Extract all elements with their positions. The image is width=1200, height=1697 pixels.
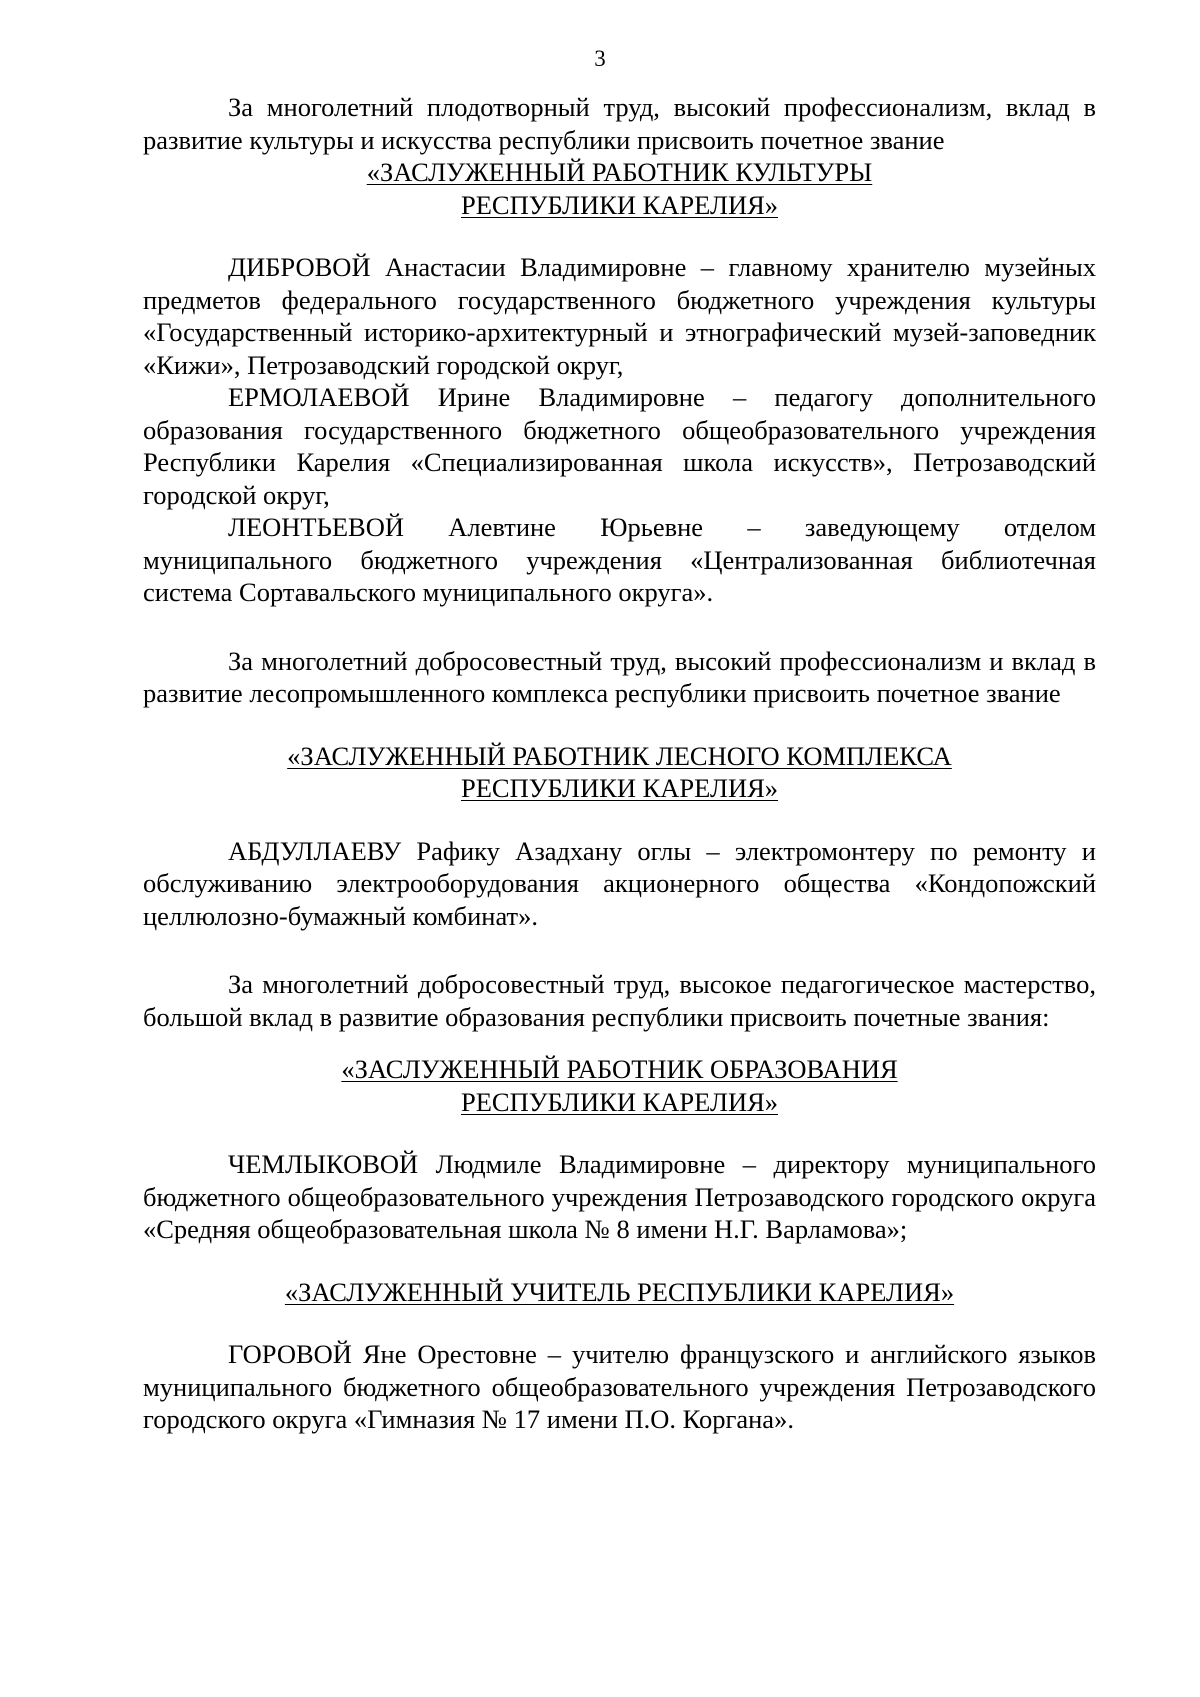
award-title <box>143 156 1096 221</box>
award-title <box>143 1276 1096 1309</box>
spacer <box>143 609 1096 645</box>
award-title-line: «ЗАСЛУЖЕННЫЙ РАБОТНИК КУЛЬТУРЫ <box>366 157 873 187</box>
award-title-line: «ЗАСЛУЖЕННЫЙ УЧИТЕЛЬ РЕСПУБЛИКИ КАРЕЛИЯ» <box>284 1276 955 1307</box>
spacer <box>143 1246 1096 1276</box>
awardee-entry: ЕРМОЛАЕВОЙ Ирине Владимировне – педагогу дополнительного образования государственного бюджетного общеобразовательного учреждения Республики Карелия «Специализированная школа искусств», Петрозаводский городской округ, <box>143 382 1096 510</box>
award-title-line: РЕСПУБЛИКИ КАРЕЛИЯ» <box>460 189 779 220</box>
page-number: 3 <box>594 46 606 71</box>
spacer <box>143 932 1096 968</box>
spacer <box>143 710 1096 740</box>
spacer <box>143 221 1096 251</box>
award-title <box>143 740 1096 805</box>
awardee-entry: ЛЕОНТЬЕВОЙ Алевтине Юрьевне – заведующему отделом муниципального бюджетного учреждения «Централизованная библиотечная система Сортавальского муниципального округа». <box>143 512 1096 607</box>
awardee-entry: ДИБРОВОЙ Анастасии Владимировне – главному хранителю музейных предметов федерального государственного бюджетного учреждения культуры «Государственный историко-архитектурный и этнографический музей-заповедник «Кижи», Петрозаводский городской округ, <box>143 252 1096 380</box>
award-title-line: «ЗАСЛУЖЕННЫЙ РАБОТНИК ЛЕСНОГО КОМПЛЕКСА <box>287 740 952 771</box>
awardee-entry: ГОРОВОЙ Яне Орестовне – учителю французского и английского языков муниципального бюджетного общеобразовательного учреждения Петрозаводского городского округа «Гимназия № 17 имени П.О. Коргана». <box>143 1339 1096 1434</box>
award-title <box>143 1053 1096 1118</box>
spacer <box>143 805 1096 835</box>
section-intro: За многолетний плодотворный труд, высокий профессионализм, вклад в развитие культуры и искусства республики присвоить почетное звание <box>143 92 1096 155</box>
spacer <box>143 1033 1096 1053</box>
award-title-line: РЕСПУБЛИКИ КАРЕЛИЯ» <box>460 773 779 803</box>
awardee-entry: АБДУЛЛАЕВУ Рафику Азадхану оглы – электромонтеру по ремонту и обслуживанию электрооборудования акционерного общества «Кондопожский целлюлозно-бумажный комбинат». <box>143 835 1096 931</box>
awardee-entry: ЧЕМЛЫКОВОЙ Людмиле Владимировне – директору муниципального бюджетного общеобразовательного учреждения Петрозаводского городского округа «Средняя общеобразовательная школа № 8 имени Н.Г. Варламова»; <box>143 1149 1096 1244</box>
award-title-line: «ЗАСЛУЖЕННЫЙ РАБОТНИК ОБРАЗОВАНИЯ <box>341 1054 898 1084</box>
award-title-line: РЕСПУБЛИКИ КАРЕЛИЯ» <box>460 1086 779 1117</box>
spacer <box>143 1308 1096 1338</box>
section-intro: За многолетний добросовестный труд, высокий профессионализм и вклад в развитие лесопромышленного комплекса республики присвоить почетное звание <box>143 645 1096 708</box>
section-intro: За многолетний добросовестный труд, высокое педагогическое мастерство, большой вклад в развитие образования республики присвоить почетные звания: <box>143 969 1096 1032</box>
spacer <box>143 1118 1096 1148</box>
document-body <box>143 91 1096 1436</box>
